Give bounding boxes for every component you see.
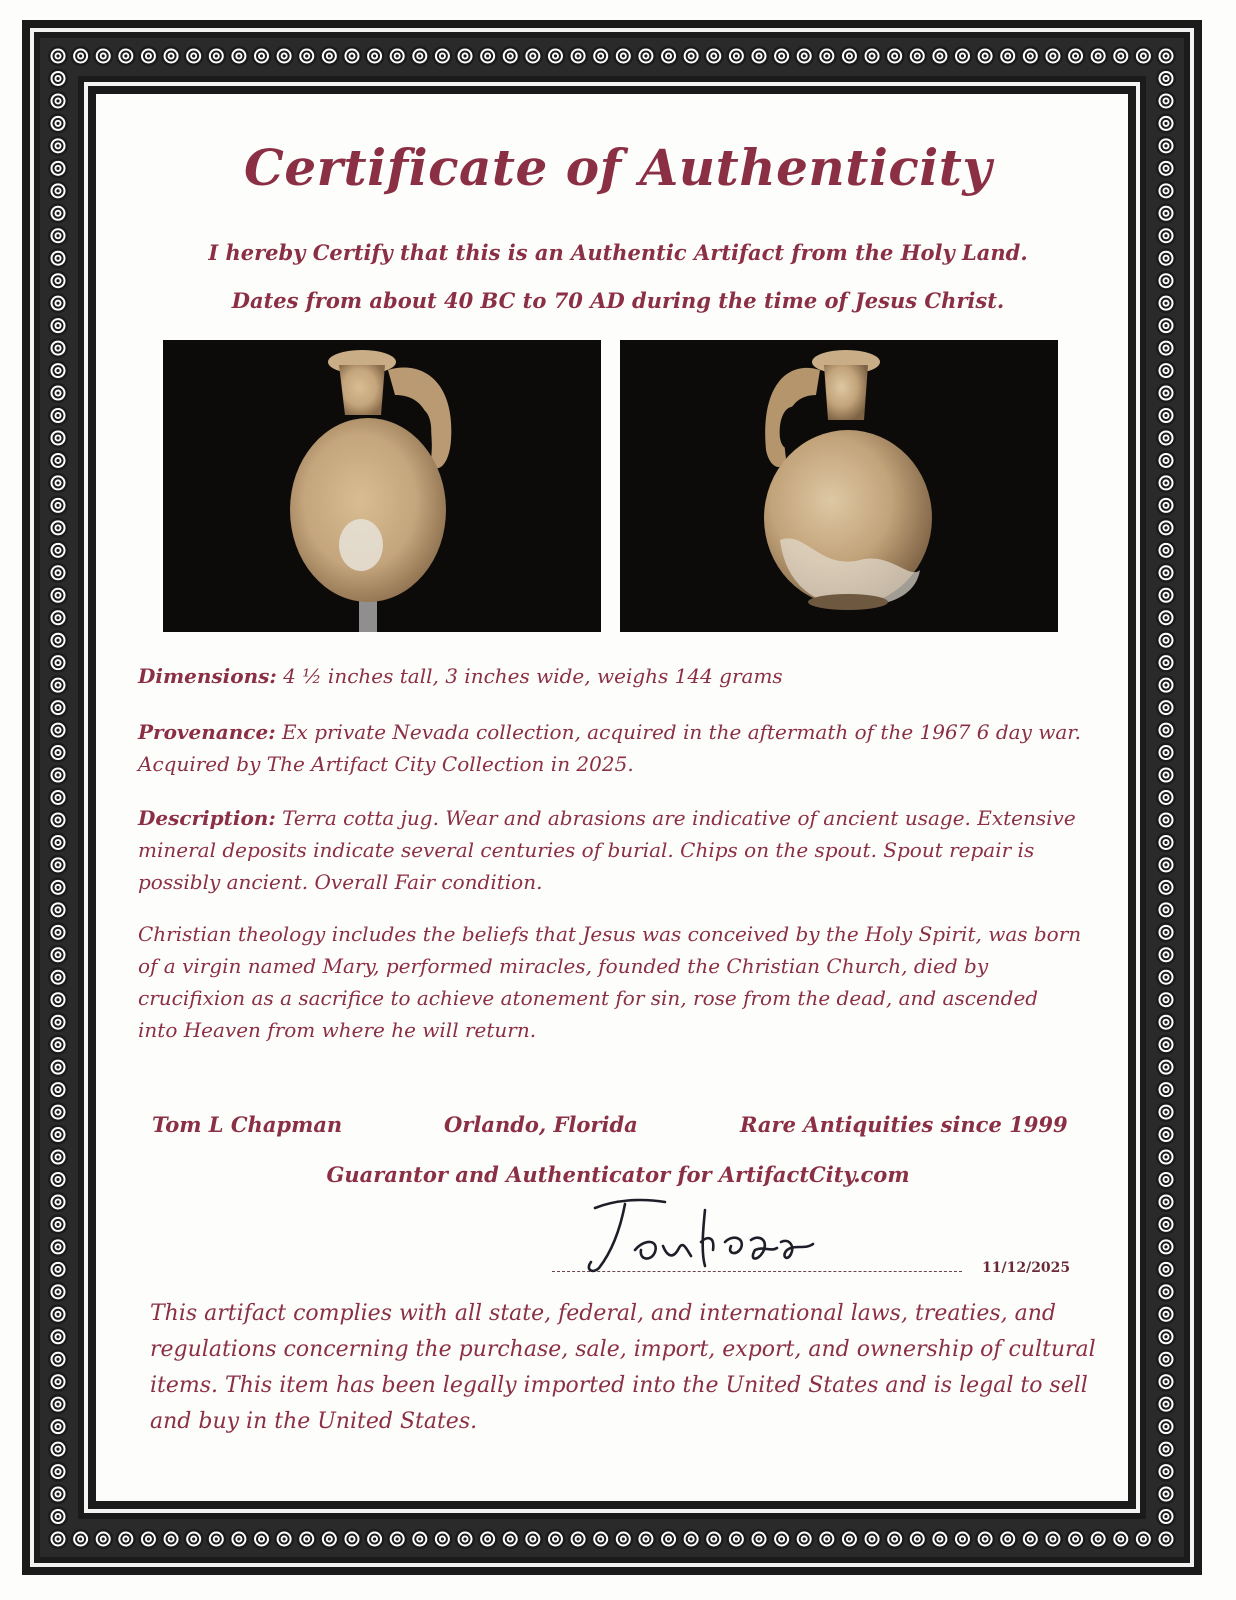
description-label: Description: (138, 806, 276, 830)
description-value: Terra cotta jug. Wear and abrasions are indicative of ancient usage. Extensive mineral deposits indicate several centuries of burial. Chips on the spout. Spout repair is possibly ancient. Overall Fair condition. (138, 806, 1076, 894)
legal-compliance-paragraph: This artifact complies with all state, federal, and international laws, treaties, and regulations concerning the purchase, sale, import, export, and ownership of cultural items. This item has been legally imported into the United States and is legal to sell and buy in the United States. (150, 1301, 1096, 1434)
certificate-date: 11/12/2025 (982, 1260, 1071, 1276)
artifact-photo-back (620, 340, 1058, 632)
artifact-photo-front (163, 340, 601, 632)
certificate-title: Certificate of Authenticity (244, 138, 992, 197)
provenance-value: Ex private Nevada collection, acquired in the aftermath of the 1967 6 day war. Acquired by The Artifact City Collection in 2025. (138, 720, 1082, 776)
theology-paragraph: Christian theology includes the beliefs that Jesus was conceived by the Holy Spirit, was born of a virgin named Mary, performed miracles, founded the Christian Church, died by crucifixion as a sacrifice to achieve atonement for sin, rose from the dead, and ascended into Heaven from where he will return. (138, 922, 1082, 1042)
business-since: Rare Antiquities since 1999 (740, 1112, 1068, 1137)
dimensions-value: 4 ½ inches tall, 3 inches wide, weighs 144 grams (276, 664, 783, 688)
signer-location: Orlando, Florida (444, 1112, 638, 1137)
certify-statement: I hereby Certify that this is an Authentic Artifact from the Holy Land. (208, 240, 1028, 265)
signer-name: Tom L Chapman (152, 1112, 343, 1137)
handwritten-signature (555, 1190, 875, 1280)
guarantor-line: Guarantor and Authenticator for ArtifactCity.com (326, 1162, 910, 1187)
jug-back-icon (620, 340, 1058, 632)
provenance-label: Provenance: (138, 720, 276, 744)
date-statement: Dates from about 40 BC to 70 AD during the time of Jesus Christ. (231, 288, 1005, 313)
description-paragraph (138, 802, 1083, 898)
dimensions-paragraph (138, 660, 1083, 692)
jug-front-icon (163, 340, 601, 632)
provenance-paragraph (138, 716, 1083, 780)
dimensions-label: Dimensions: (138, 664, 277, 688)
